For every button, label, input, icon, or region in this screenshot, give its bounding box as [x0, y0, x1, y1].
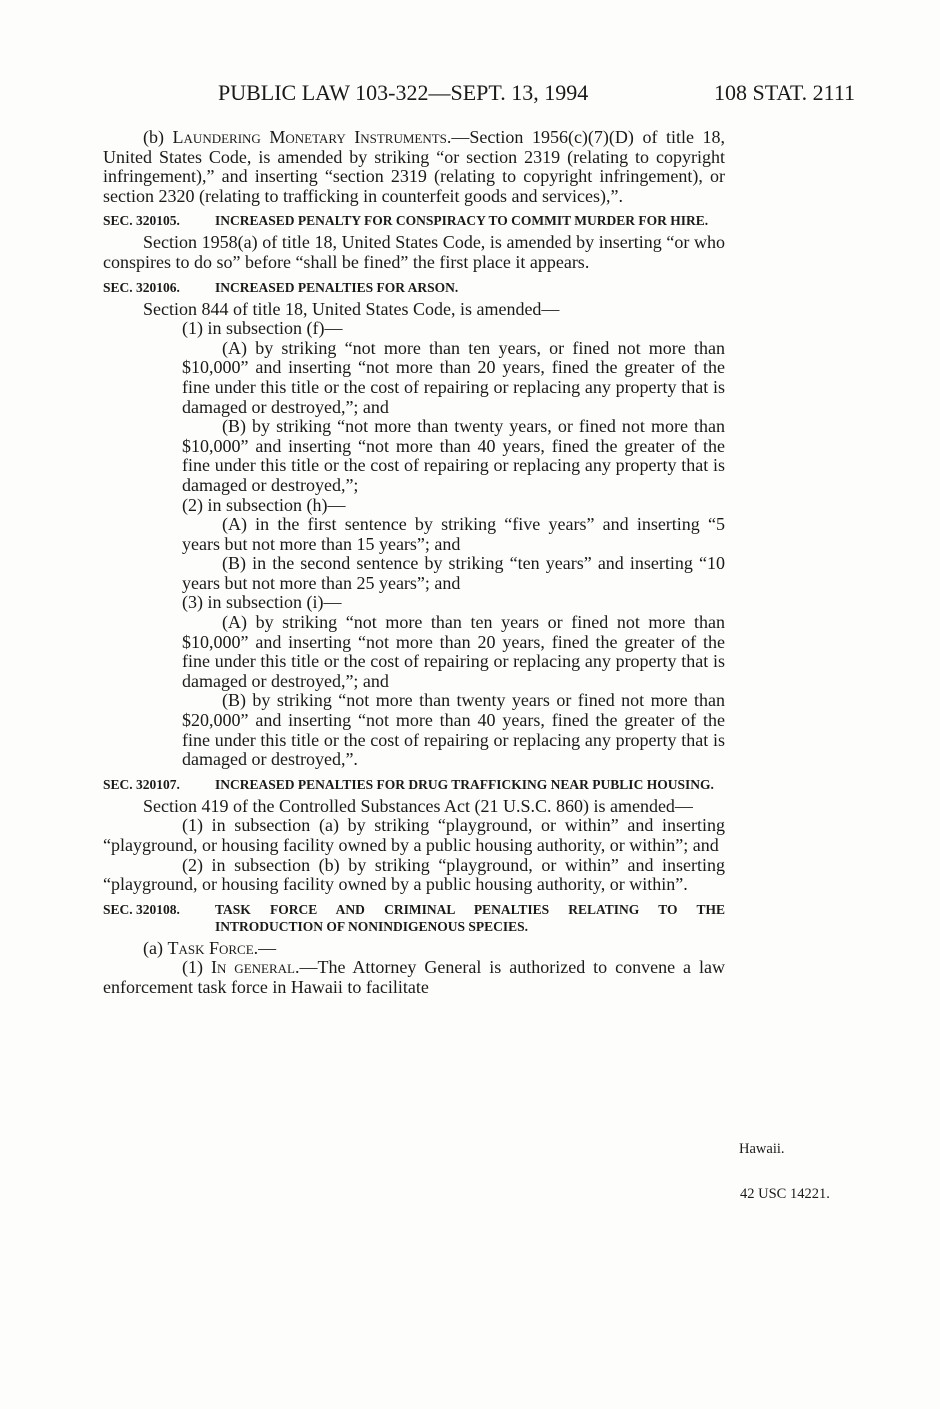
subparagraph-1a: (A) by striking “not more than ten years, or fined not more than $10,000” and inserting “not more than 20 years, fined the greater of the fine under this title or the cost of repairing or replacing any property that is damaged or destroyed,”; and	[182, 337, 725, 417]
section-title: INCREASED PENALTIES FOR ARSON.	[215, 279, 459, 295]
subsection-b-heading: Laundering Monetary Instruments.	[172, 127, 452, 147]
subparagraph-3b: (B) by striking “not more than twenty years or fined not more than $20,000” and inserting “not more than 40 years, fined the greater of the fine under this title or the cost of repairing or replacing any property that is damaged or destroyed,”.	[182, 690, 725, 770]
margin-note-usc: 42 USC 14221.	[740, 1186, 830, 1202]
section-number: SEC. 320106.	[103, 279, 180, 295]
section-heading-320107	[103, 776, 725, 793]
subsection-b-text: —Section 1956(c)(7)(D) of title 18, United States Code, is amended by striking “or section 2319 (relating to copyright infringement),” and inserting “section 2319 (relating to copyright infringement), or section 2320 (relating to trafficking in counterfeit goods and services),”.	[103, 127, 726, 206]
subparagraph-3a: (A) by striking “not more than ten years or fined not more than $10,000” and inserting “not more than 20 years, fined the greater of the fine under this title or the cost of repairing or replacing any property that is damaged or destroyed,”; and	[182, 612, 725, 691]
section-320106-intro: Section 844 of title 18, United States Code, is amended—	[143, 298, 560, 319]
subparagraph-2a: (A) in the first sentence by striking “five years” and inserting “5 years but not more than 15 years”; and	[182, 514, 725, 554]
paragraph-1-heading: In general.	[210, 957, 300, 978]
subsection-b-paragraph	[103, 128, 725, 206]
subsection-a-dash: —	[258, 937, 277, 958]
section-heading-320106	[103, 279, 725, 296]
paragraph-1: (1) in subsection (f)—	[182, 318, 343, 339]
paragraph-1-label: (1)	[182, 957, 203, 978]
subsection-b-label: (b)	[143, 127, 164, 147]
subsection-a-heading	[103, 939, 725, 959]
paragraph-2: (2) in subsection (h)—	[182, 494, 346, 515]
subparagraph-1b: (B) by striking “not more than twenty years, or fined not more than $10,000” and inserting “not more than 40 years, fined the greater of the fine under this title or the cost of repairing or replacing any property that is damaged or destroyed,”;	[182, 416, 725, 495]
section-heading-320108	[103, 901, 725, 935]
section-number: SEC. 320107.	[103, 776, 180, 792]
subsection-a-title: Task Force.	[167, 937, 259, 958]
public-law-citation: PUBLIC LAW 103-322—SEPT. 13, 1994	[218, 80, 589, 105]
section-heading-320105	[103, 212, 725, 229]
paragraph-3: (3) in subsection (i)—	[182, 592, 342, 613]
section-title: INCREASED PENALTIES FOR DRUG TRAFFICKING NEAR PUBLIC HOUSING.	[215, 776, 714, 792]
section-number: SEC. 320105.	[103, 213, 180, 229]
section-title: TASK FORCE AND CRIMINAL PENALTIES RELATING TO THE INTRODUCTION OF NONINDIGENOUS SPECIES.	[215, 901, 725, 934]
section-number: SEC. 320108.	[103, 901, 180, 917]
section-title: INCREASED PENALTY FOR CONSPIRACY TO COMMIT MURDER FOR HIRE.	[215, 213, 709, 229]
paragraph-2: (2) in subsection (b) by striking “playground, or within” and inserting “playground, or housing facility owned by a public housing authority, or within”.	[103, 854, 725, 895]
page-header	[0, 80, 940, 110]
paragraph-1: (1) in subsection (a) by striking “playground, or within” and inserting “playground, or housing facility owned by a public housing authority, or within”; and	[103, 815, 725, 855]
section-320105-text: Section 1958(a) of title 18, United States Code, is amended by inserting “or who conspires to do so” before “shall be fined” the first place it appears.	[103, 232, 725, 272]
document-body	[103, 128, 725, 998]
paragraph-1	[103, 958, 725, 997]
margin-note-hawaii: Hawaii.	[739, 1141, 785, 1157]
statute-page-number: 108 STAT. 2111	[714, 80, 856, 105]
paragraph-1-text: —The Attorney General is authorized to convene a law enforcement task force in Hawaii to facilitate	[103, 957, 725, 997]
subsection-a-label: (a)	[143, 937, 163, 958]
subparagraph-2b: (B) in the second sentence by striking “ten years” and inserting “10 years but not more than 25 years”; and	[182, 553, 725, 593]
section-320107-intro: Section 419 of the Controlled Substances Act (21 U.S.C. 860) is amended—	[143, 795, 693, 816]
